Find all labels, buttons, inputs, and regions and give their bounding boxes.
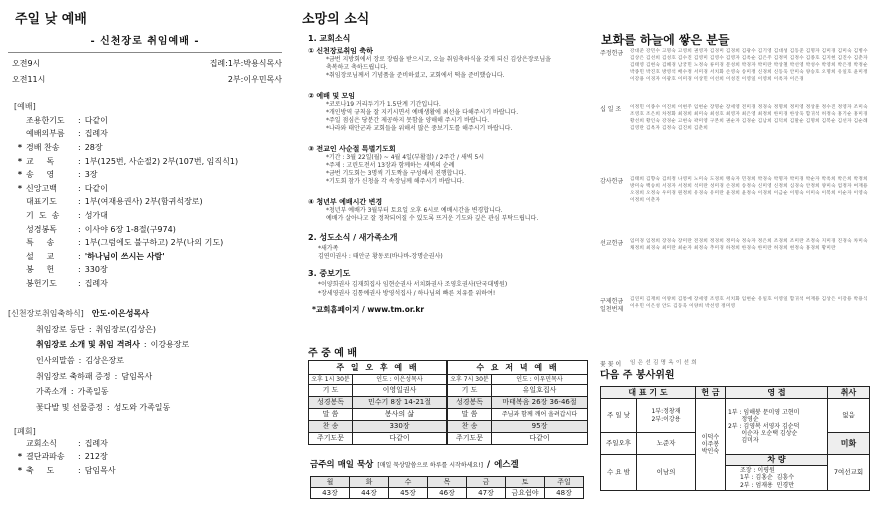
news-item-line: 예배가 살아나고 잘 정착되어질 수 있도록 뜨거운 기도와 깊은 관심 부탁드립니다. <box>326 215 539 223</box>
worship-item <box>0 114 290 128</box>
worship-item <box>0 182 290 196</box>
worship-item-value: 성가대 <box>84 210 108 220</box>
separator: : <box>78 129 81 139</box>
worship-item <box>0 264 290 278</box>
church-news-items <box>308 47 590 223</box>
donor-group-label: 주정헌금 <box>600 50 624 57</box>
homepage-link[interactable]: *교회홈페이지 / www.tm.or.kr <box>312 304 425 314</box>
separator: : <box>78 465 81 475</box>
star-mark: * <box>17 183 22 193</box>
separator: : <box>78 452 81 462</box>
offering-cell: 이덕수 이주봉 박인숙 <box>695 399 725 491</box>
qt-day: 금 <box>467 477 506 488</box>
worship-item-label: 설 교 <box>26 251 55 261</box>
news-item-line: *금번 지방회에서 장로 장립을 받으시고, 오늘 취임축하식을 갖게 되신 김상은장로님을 <box>326 55 551 63</box>
ordination-header: [신천장로취임축하식] 안도·이은성목사 <box>8 309 149 318</box>
closing-item-label: 축 도 <box>26 465 55 475</box>
qt-chapter: 금요쉼야 <box>506 488 545 499</box>
separator: : <box>78 210 81 220</box>
ordination-item <box>0 384 290 400</box>
qt-day: 토 <box>506 477 545 488</box>
worship-order-list <box>0 114 290 291</box>
separator: : <box>106 402 110 412</box>
qt-chapter: 43장 <box>311 488 350 499</box>
news-item-line: *주일 점심은 당분간 제공하지 못함을 양해해 주시기 바랍니다. <box>326 116 490 124</box>
qt-chapter: 45장 <box>389 488 428 499</box>
donor-group-label: 구제헌금 일천번제 <box>600 298 624 313</box>
worship-item-label: 봉 헌 <box>26 265 55 275</box>
qt-chapter: 46장 <box>428 488 467 499</box>
qt-day: 목 <box>428 477 467 488</box>
prayer-line-2: *장세영권사 김통예권사 방영석집사 / 하나님의 빠른 치유를 위하여! <box>318 289 496 297</box>
donor-group <box>600 48 870 104</box>
worship-item-value: '하나님이 쓰시는 사람' <box>84 251 165 261</box>
news-item-line: *청년부 예배가 3월부터 토요일 오후 6시로 예배시간을 변경합니다. <box>326 207 503 215</box>
worship-item-label: 조용한기도 <box>26 115 65 125</box>
worship-section-label: [예배] <box>14 102 36 111</box>
donor-group-label: 십 일 조 <box>600 106 622 113</box>
worship-item-label: 대표기도 <box>26 197 57 207</box>
separator: : <box>143 340 147 350</box>
service-title: - 신천장로 취임예배 - <box>90 36 200 47</box>
sunday-prayer-cell: 1부:정창재 2부:이강용 <box>637 399 696 433</box>
wednesday-evening-table: 수 요 저 녁 예 배 오후 7시 30분 인도 : 이우민목사 기 도 유일호집사 성경봉독 마태복음 26장 36-46절 말 씀 주님과 함께 깨어 올려갑시다 찬 송 95장 주기도문 다같이 <box>447 360 588 445</box>
separator: : <box>78 197 81 207</box>
daily-qt-table <box>310 476 584 499</box>
qt-day: 월 <box>311 477 350 488</box>
member-news-heading: 2. 성도소식 / 새가족소개 <box>308 233 398 243</box>
worship-item-label: 예배의부름 <box>26 129 65 139</box>
ordination-item-value: 담임목사 <box>121 371 153 381</box>
closing-item <box>0 437 290 451</box>
ordination-item-label: 가족소개 <box>36 387 67 397</box>
qt-day: 수 <box>389 477 428 488</box>
closing-list <box>0 437 290 478</box>
donor-group-label: 선교헌금 <box>600 240 624 247</box>
ordination-item-value: 김상은장로 <box>85 355 124 365</box>
separator: : <box>88 324 92 334</box>
donor-group-label: 감사헌금 <box>600 178 624 185</box>
donor-names: 이정민 이종수 이진희 이현주 임현순 장명순 장세영 전미경 정경숙 정명희 정미영 정상훈 정수진 정영자 조미숙 조영호 조은희 차정화 최경희 최미숙 최성호 최영자 최은영 최정희 한미경 한상욱 함귀석 허정숙 홍기순 홍미경 황선희 황인숙 강경순 고현숙 곽미영 구본희 권순자 김경순 김남희 김덕희 김말순 김명희 김복순 김선자 김순례 김영란 김옥자 김정숙 김진희 김춘희 <box>630 105 868 132</box>
worship-item-value: 330장 <box>84 265 108 275</box>
separator: : <box>114 371 118 381</box>
news-item-line: *코로나19 거리두기가 1.5단계 기간입니다. <box>326 100 441 108</box>
separator: : <box>78 265 81 275</box>
donor-names: 강대준 강민수 고명숙 고영희 권영자 김경미 김경희 김광수 김기영 김대성 김동준 김명자 김미경 김미숙 김병수 김상은 김선희 김성호 김수진 김영미 김영수 김영자 김옥순 김은주 김정미 김정수 김종호 김지현 김진수 김춘자 김태영 김현숙 김혜경 남궁민 노정숙 류미경 문성희 박경자 박미란 박상철 박선영 박성수 박영희 박은정 박정순 박종민 박진호 방영석 배수정 서미경 서치화 손영숙 송미정 신경희 신동욱 안미숙 양승호 오명희 유일호 윤미정 이강용 이경자 이광호 이미경 이상민 이선희 이성진 이영일 이영희 이옥자 이은경 <box>630 49 868 83</box>
ordination-item <box>0 400 290 416</box>
closing-item-value: 212장 <box>84 452 108 462</box>
star-mark: * <box>17 452 22 462</box>
worship-item-label: 기 도 송 <box>26 210 60 220</box>
separator: : <box>70 387 74 397</box>
new-family-label: *새가족 <box>318 245 339 253</box>
weekday-worship-title: 주 중 예 배 <box>308 348 358 359</box>
worship-item-label: 특 송 <box>26 238 55 248</box>
worship-item-value: 집례자 <box>84 278 108 288</box>
news-item-line: *취임장로님께서 기념품을 준비하셨고, 교회에서 떡을 준비했습니다. <box>326 71 505 79</box>
separator: : <box>78 238 81 248</box>
worship-item-label: 송 영 <box>26 170 55 180</box>
star-mark: * <box>17 142 22 152</box>
ordination-item-label: 취임장로 축하패 증정 <box>36 371 111 381</box>
car-cell: 조장 : 이평원 1부 : 김홍순 김흥수 2부 : 엄재용 민경만 <box>739 467 795 489</box>
separator: : <box>78 355 82 365</box>
closing-item-label: 결단과파송 <box>26 452 65 462</box>
worship-item-label: 경배 찬송 <box>26 142 60 152</box>
weekday-schedule <box>308 360 588 445</box>
volunteer-title: 다음 주 봉사위원 <box>600 370 675 381</box>
news-title: 소망의 소식 <box>302 12 370 27</box>
flower-row: 꽃 꽂 이 임 은 선 김 명 옥 이 선 희 <box>600 360 697 368</box>
worship-item-value: 다같이 <box>84 183 108 193</box>
separator: : <box>78 438 81 448</box>
worship-item <box>0 168 290 182</box>
sunday-afternoon-table: 주 일 오 후 예 배 오후 1시 30분 인도 : 이은성목사 기 도 이영일권사 성경봉독 민수기 8장 14-21절 말 씀 봉사의 삶 찬 송 330장 주기도문 다같이 <box>308 360 447 445</box>
qt-chapter: 47장 <box>467 488 506 499</box>
worship-item <box>0 236 290 250</box>
worship-item <box>0 209 290 223</box>
ordination-list <box>0 322 290 416</box>
qt-day: 주일 <box>545 477 584 488</box>
closing-item-label: 교회소식 <box>26 438 57 448</box>
qt-chapter: 44장 <box>350 488 389 499</box>
news-item-line: *주제 : 고린도전서 13장과 함께하는 새벽의 순례 <box>326 162 455 169</box>
donor-list <box>600 48 870 358</box>
closing-item-value: 담임목사 <box>84 465 116 475</box>
church-news-heading: 1. 교회소식 <box>308 34 351 43</box>
donor-names: 김연미 김재희 이양희 김통예 장세영 조영호 서치화 임현순 유일호 이영일 함귀석 여재용 김상은 이강용 박용식 이우민 이은성 안도 김동욱 이양희 박선영 정미영 <box>630 297 868 310</box>
donor-group <box>600 296 870 358</box>
qt-chapter: 48장 <box>545 488 584 499</box>
donor-group <box>600 238 870 296</box>
volunteer-table: 대 표 기 도 헌 금 영 접 취사 주 일 낮 1부:정창재 2부:이강용 이덕수 이주봉 박인숙 1부 : 임해붕 문미영 고현미 정영순 2부 : 김영복 서영자 김순덕 이순자 오순택 김상순 김미자 없음 주일오후 노준자 미화 수 요 밤 이남의 차 량 조장 : 이평원 1부 : 김홍순 김흥수 2부 : 엄재용 민경만 7여선교회 <box>600 386 870 491</box>
new-family-info: 김연미권사 : 태안군 황동로(바나바-장명순권사) <box>318 253 443 261</box>
time-row-1: 오전9시 집례:1부:박용식목사 <box>12 59 282 68</box>
separator: : <box>78 278 81 288</box>
worship-item-value: 다같이 <box>84 115 108 125</box>
ordination-item <box>0 322 290 338</box>
worship-item-label: 교 독 <box>26 156 55 166</box>
news-item-heading: ③ 전교인 사순절 특별기도회 <box>308 145 396 154</box>
donor-names: 임미경 임정희 장경숙 장미란 전경희 정경희 정미숙 정숙자 정은희 조경희 조미란 조정숙 지미경 진경숙 차미숙 채정희 최경숙 최미란 최순자 최정숙 추미경 하정희 한경숙 한미란 허경희 현정숙 홍경희 황미란 <box>630 239 868 252</box>
news-item-heading: ① 신천장로취임 축하 <box>308 47 373 55</box>
worship-item-value: 1부(125번, 사순절2) 2부(107번, 임직식1) <box>84 156 239 166</box>
separator: : <box>78 183 81 193</box>
worship-item-label: 신앙고백 <box>26 183 57 193</box>
donor-group <box>600 176 870 238</box>
worship-item <box>0 196 290 210</box>
worship-item <box>0 128 290 142</box>
worship-item-value: 3장 <box>84 170 98 180</box>
time-row-2: 오전11시 2부:이우민목사 <box>12 75 282 84</box>
worship-item-label: 성경봉독 <box>26 224 57 234</box>
ordination-item-value: 이강용장로 <box>150 340 190 350</box>
divider <box>8 52 282 53</box>
news-item-heading: ④ 청년부 예배시간 변경 <box>308 198 383 207</box>
worship-item <box>0 250 290 264</box>
worship-item <box>0 155 290 169</box>
worship-item-value: 집례자 <box>84 129 108 139</box>
closing-item-value: 집례자 <box>84 438 108 448</box>
ordination-item-label: 취임장로 등단 <box>36 324 85 334</box>
star-mark: * <box>17 156 22 166</box>
star-mark: * <box>17 170 22 180</box>
prayer-line-1: *이양희권사 김재희집사 임현순권사 서치화권사 조영호권사(단국대병원) <box>318 281 508 289</box>
daily-qt-header: 금주의 매일 묵상 [매일 묵상말씀으로 하루를 시작하세요!] / 에스겔 <box>310 460 519 470</box>
donors-title: 보화를 하늘에 쌓은 분들 <box>601 33 730 47</box>
worship-item <box>0 277 290 291</box>
separator: : <box>78 156 81 166</box>
news-item-line: 축복하고 축하드립니다. <box>326 63 388 71</box>
worship-item <box>0 223 290 237</box>
separator: : <box>78 142 81 152</box>
closing-section-label: [폐회] <box>14 427 36 436</box>
separator: : <box>78 115 81 125</box>
news-item-heading: ② 예배 및 모임 <box>308 92 356 101</box>
ordination-item-label: 취임장로 소개 및 취임 격려사 <box>36 340 140 350</box>
worship-item-label: 봉헌기도 <box>26 278 57 288</box>
ordination-item-label: 꽃다발 및 선물증정 <box>36 402 103 412</box>
service-times <box>12 59 282 85</box>
ordination-item-label: 인사의말씀 <box>36 355 75 365</box>
worship-item-value: 1부(그럼에도 불구하고) 2부(나의 기도) <box>84 238 224 248</box>
news-item-line: *금번 기도회는 3명씩 기도짝을 구성해서 진행합니다. <box>326 170 466 178</box>
separator: : <box>78 170 81 180</box>
star-mark: * <box>17 465 22 475</box>
worship-item <box>0 141 290 155</box>
worship-item-value: 1부(여재용권사) 2부(함귀석장로) <box>84 197 203 207</box>
worship-item-value: 이사야 6장 1-8절(구974) <box>84 224 176 234</box>
ordination-item <box>0 353 290 369</box>
ordination-item-value: 가족일동 <box>77 387 109 397</box>
greeting-cell: 1부 : 임해붕 문미영 고현미 정영순 2부 : 김영복 서영자 김순덕 이순자 오순택 김상순 김미자 <box>725 399 827 455</box>
prayer-heading: 3. 중보기도 <box>308 269 351 279</box>
ordination-item-value: 성도와 가족일동 <box>113 402 171 412</box>
news-item-line: *나라와 태안군과 교회들을 위해서 많은 중보기도를 해주시기 바랍니다. <box>326 125 513 133</box>
qt-day: 화 <box>350 477 389 488</box>
donor-group <box>600 104 870 176</box>
ordination-item <box>0 338 290 354</box>
closing-item <box>0 464 290 478</box>
closing-item <box>0 451 290 465</box>
news-item-line: *기도회 참가 신청을 각 속장님께 해주시기 바랍니다. <box>326 178 465 186</box>
separator: : <box>78 251 81 261</box>
sunday-worship-title: 주일 낮 예배 <box>15 12 87 27</box>
donor-names: 김태희 김향숙 김희정 나영미 노미숙 도경희 맹숙자 민경희 박경숙 박명자 박미경 박순자 박옥희 박은희 박정희 방미숙 백승희 서경자 서정희 석미란 성미경 손경희 송정숙 신미영 신정희 심경숙 안정희 양미숙 엄정자 여재용 오경희 오정숙 우미경 원정희 유경숙 유미란 윤경희 윤정숙 이경희 이금순 이명숙 이미숙 이복희 이순자 이영숙 이정희 이춘자 <box>630 177 868 204</box>
news-item-line: *기간 : 3월 22일(월) ~ 4월 4일(부활절) / 2주간 / 새벽 5시 <box>326 153 485 161</box>
news-item-line: *개인방역 규칙을 잘 지키시면서 예배생활에 최선을 다해주시기 바랍니다. <box>326 108 519 116</box>
separator: : <box>78 224 81 234</box>
ordination-item-value: 취임장로(김상은) <box>95 324 156 334</box>
ordination-item <box>0 369 290 385</box>
worship-item-value: 28장 <box>84 142 103 152</box>
